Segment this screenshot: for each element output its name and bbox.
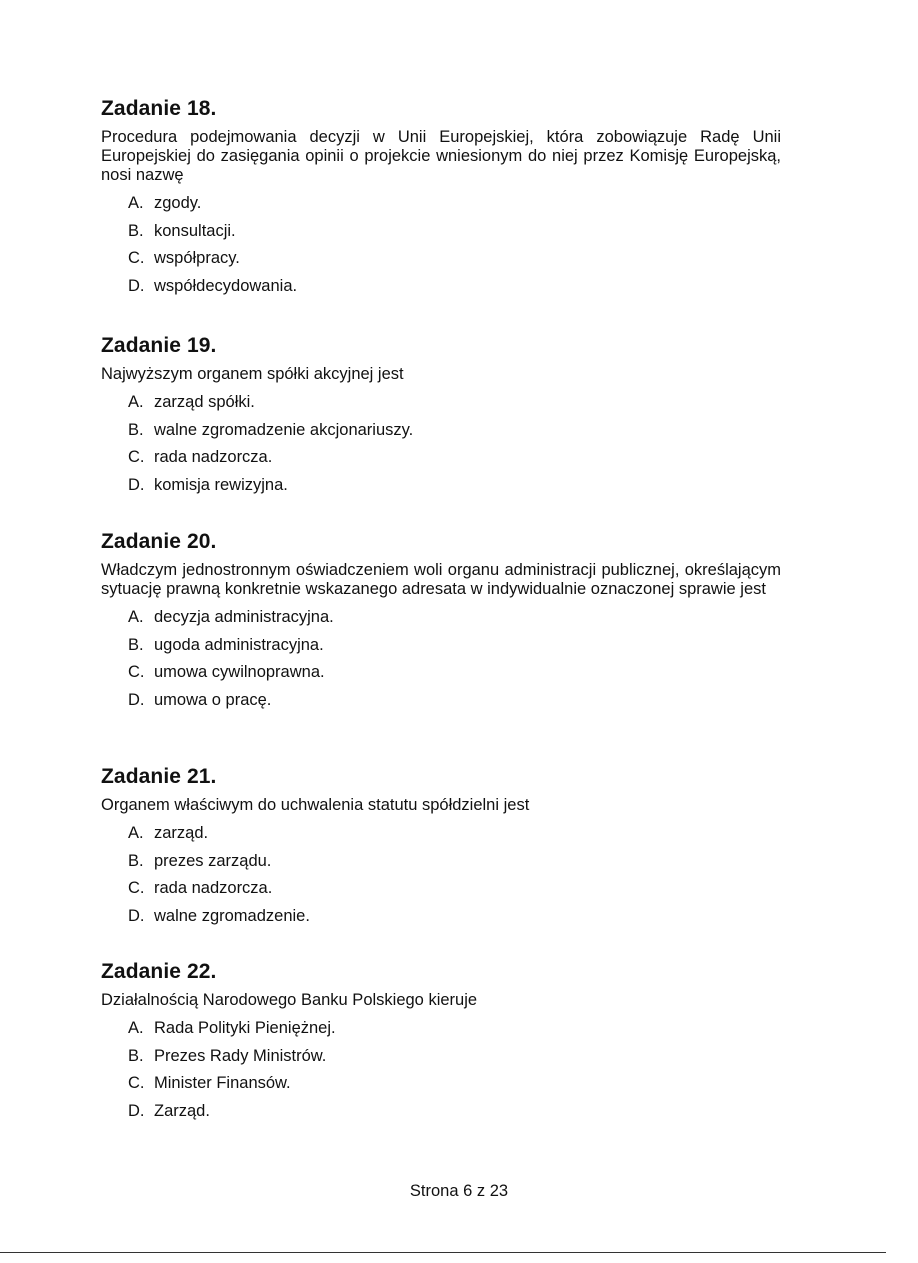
task-title: Zadanie 22.	[101, 960, 217, 983]
answer-option-a	[128, 1019, 781, 1047]
option-letter: A.	[128, 393, 144, 411]
answer-option-b	[128, 222, 781, 250]
option-text: walne zgromadzenie.	[154, 906, 310, 925]
answer-option-c	[128, 448, 781, 476]
option-letter: D.	[128, 690, 145, 709]
option-text: komisja rewizyjna.	[154, 475, 288, 494]
answer-options	[101, 1019, 781, 1129]
answer-option-c	[128, 879, 781, 907]
option-letter: D.	[128, 475, 145, 494]
option-text: zarząd spółki.	[154, 393, 255, 411]
option-text: walne zgromadzenie akcjonariuszy.	[154, 420, 414, 439]
answer-option-b	[128, 852, 781, 880]
option-text: decyzja administracyjna.	[154, 608, 334, 626]
task-question: Władczym jednostronnym oświadczeniem woli organu administracji publicznej, określającym sytuację prawną konkretnie wskazanego adresata w indywidualnie oznaczonej sprawie jest	[101, 561, 781, 598]
option-letter: B.	[128, 1046, 144, 1065]
option-letter: C.	[128, 249, 145, 267]
option-letter: C.	[128, 879, 145, 897]
task-18	[101, 96, 781, 304]
option-letter: C.	[128, 1074, 145, 1092]
task-title: Zadanie 21.	[101, 765, 217, 788]
option-text: zgody.	[154, 194, 202, 212]
option-text: współdecydowania.	[154, 276, 298, 295]
answer-option-d	[128, 1102, 781, 1130]
answer-options	[101, 194, 781, 304]
task-question: Organem właściwym do uchwalenia statutu spółdzielni jest	[101, 796, 530, 814]
option-text: umowa o pracę.	[154, 690, 272, 709]
option-text: rada nadzorcza.	[154, 448, 273, 466]
task-21	[101, 764, 781, 934]
option-text: rada nadzorcza.	[154, 879, 273, 897]
answer-option-c	[128, 249, 781, 277]
answer-option-b	[128, 636, 781, 664]
task-question: Najwyższym organem spółki akcyjnej jest	[101, 365, 404, 383]
answer-option-c	[128, 663, 781, 691]
option-text: umowa cywilnoprawna.	[154, 663, 325, 681]
answer-option-d	[128, 907, 781, 935]
option-letter: A.	[128, 608, 144, 626]
answer-option-b	[128, 1047, 781, 1075]
answer-options	[101, 393, 781, 503]
answer-option-c	[128, 1074, 781, 1102]
task-22	[101, 959, 781, 1129]
task-20	[101, 529, 781, 718]
option-letter: B.	[128, 635, 144, 654]
task-title: Zadanie 18.	[101, 97, 217, 120]
option-letter: B.	[128, 420, 144, 439]
answer-option-d	[128, 476, 781, 504]
answer-option-d	[128, 691, 781, 719]
task-title: Zadanie 19.	[101, 334, 217, 357]
task-19	[101, 333, 781, 503]
option-letter: B.	[128, 851, 144, 870]
option-letter: C.	[128, 663, 145, 681]
answer-options	[101, 608, 781, 718]
option-letter: A.	[128, 194, 144, 212]
answer-option-a	[128, 393, 781, 421]
answer-option-a	[128, 194, 781, 222]
answer-option-b	[128, 421, 781, 449]
option-text: Zarząd.	[154, 1101, 210, 1120]
answer-option-a	[128, 608, 781, 636]
option-text: zarząd.	[154, 824, 209, 842]
option-letter: B.	[128, 221, 144, 240]
option-text: konsultacji.	[154, 221, 236, 240]
option-letter: A.	[128, 1019, 144, 1037]
option-letter: D.	[128, 1101, 145, 1120]
page-number: Strona 6 z 23	[409, 1182, 509, 1200]
task-title: Zadanie 20.	[101, 530, 217, 553]
option-text: Rada Polityki Pieniężnej.	[154, 1019, 336, 1037]
option-text: współpracy.	[154, 249, 240, 267]
option-letter: C.	[128, 448, 145, 466]
answer-option-d	[128, 277, 781, 305]
task-question: Działalnością Narodowego Banku Polskiego kieruje	[101, 991, 478, 1009]
option-text: prezes zarządu.	[154, 851, 272, 870]
option-letter: D.	[128, 276, 145, 295]
task-question: Procedura podejmowania decyzji w Unii Europejskiej, która zobowiązuje Radę Unii Europejskiej do zasięgania opinii o projekcie wniesionym do niej przez Komisję Europejską, nosi nazwę	[101, 128, 781, 184]
answer-option-a	[128, 824, 781, 852]
option-text: ugoda administracyjna.	[154, 635, 324, 654]
bottom-divider	[0, 1252, 886, 1253]
option-text: Minister Finansów.	[154, 1074, 291, 1092]
option-letter: A.	[128, 824, 144, 842]
option-letter: D.	[128, 906, 145, 925]
answer-options	[101, 824, 781, 934]
option-text: Prezes Rady Ministrów.	[154, 1046, 327, 1065]
